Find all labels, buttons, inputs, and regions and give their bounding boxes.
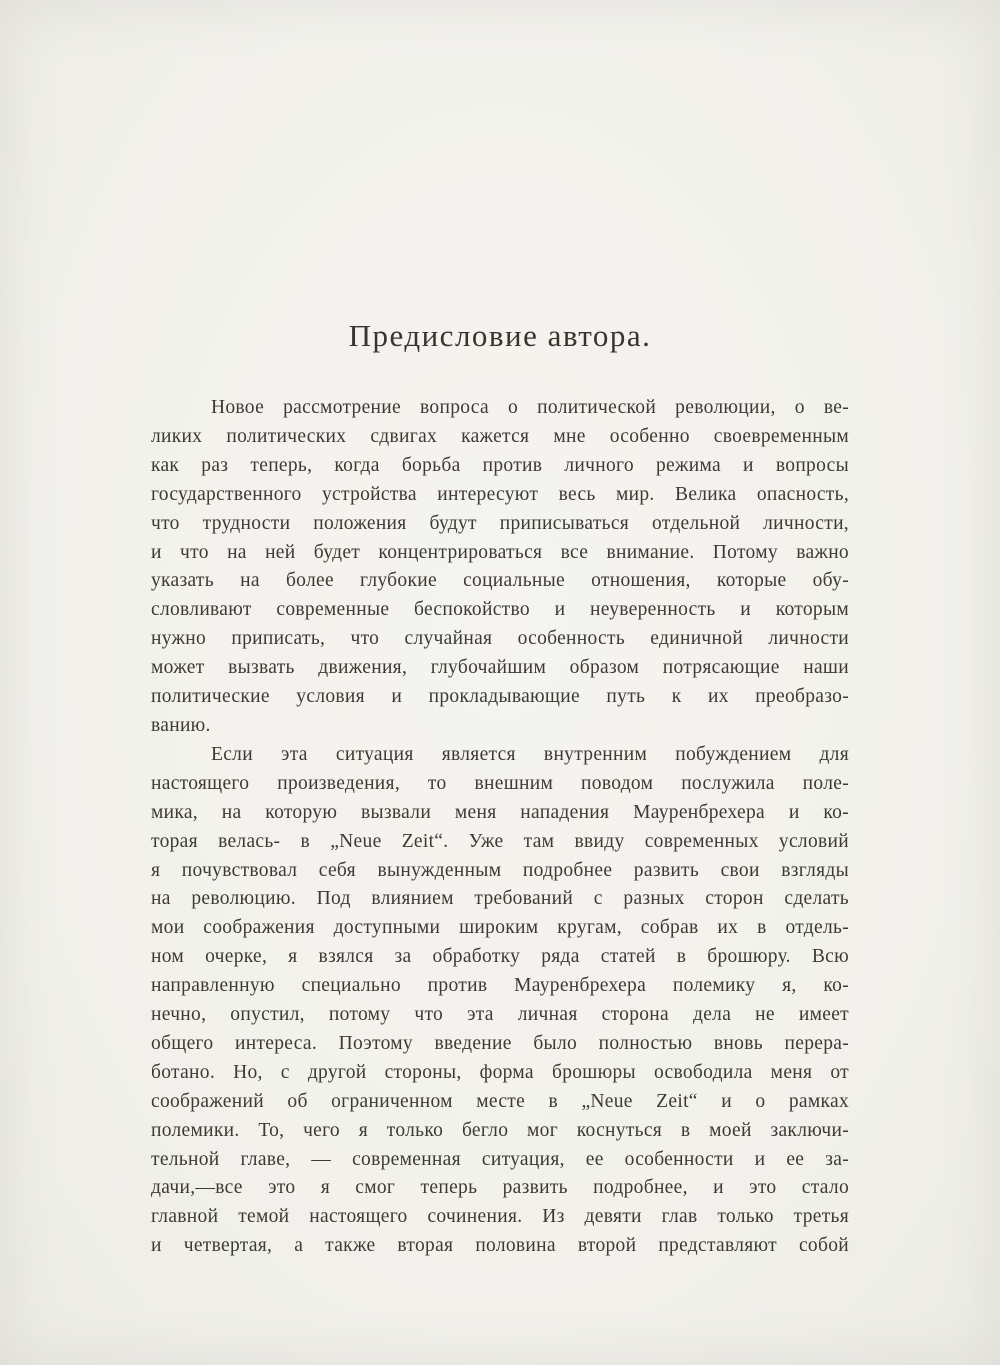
text-line: может вызвать движения, глубочайшим образом потрясающие наши (151, 657, 849, 679)
text-line: настоящего произведения, то внешним поводом послужила поле- (151, 772, 849, 794)
text-line: торая велась- в „Neue Zeit“. Уже там ввиду современных условий (151, 830, 849, 852)
text-line: направленную специально против Мауренбрехера полемику я, ко- (151, 975, 849, 997)
text-line: ликих политических сдвигах кажется мне особенно своевременным (151, 425, 849, 447)
text-line: словливают современные беспокойство и неуверенность и которым (151, 599, 849, 621)
text-line: я почувствовал себя вынужденным подробнее развить свои взгляды (151, 859, 849, 881)
text-line: ботано. Но, с другой стороны, форма брошюры освободила меня от (151, 1061, 849, 1083)
text-line: и четвертая, а также вторая половина второй представляют собой (151, 1235, 849, 1257)
text-line: главной темой настоящего сочинения. Из девяти глав только третья (151, 1206, 849, 1228)
text-line: нужно приписать, что случайная особенность единичной личности (151, 628, 849, 650)
text-line: соображений об ограниченном месте в „Neue Zeit“ и о рамках (151, 1090, 849, 1112)
text-line: общего интереса. Поэтому введение было полностью вновь перера- (151, 1032, 849, 1054)
text-line: как раз теперь, когда борьба против личного режима и вопросы (151, 454, 849, 476)
text-line: ном очерке, я взялся за обработку ряда статей в брошюру. Всю (151, 946, 849, 968)
text-line: мои соображения доступными широким кругам, собрав их в отдель- (151, 917, 849, 939)
text-line: Новое рассмотрение вопроса о политической революции, о ве- (211, 397, 849, 418)
page-title: Предисловие автора. (348, 318, 652, 353)
text-line: и что на ней будет концентрироваться все внимание. Потому важно (151, 541, 849, 563)
text-line: что трудности положения будут приписываться отдельной личности, (151, 512, 849, 534)
text-line: Если эта ситуация является внутренним побуждением для (211, 743, 849, 765)
text-line: дачи,—все это я смог теперь развить подробнее, и это стало (151, 1177, 849, 1199)
text-line: ванию. (151, 714, 211, 736)
text-line: мика, на которую вызвали меня нападения Мауренбрехера и ко- (151, 801, 849, 823)
text-line: на революцию. Под влиянием требований с разных сторон сделать (151, 888, 849, 910)
text-line: полемики. То, чего я только бегло мог коснуться в моей заключи- (151, 1119, 849, 1141)
text-line: государственного устройства интересуют весь мир. Велика опасность, (151, 483, 849, 505)
text-line: нечно, опустил, потому что эта личная сторона дела не имеет (151, 1004, 849, 1026)
text-line: политические условия и прокладывающие путь к их преобразо- (151, 686, 849, 708)
text-line: тельной главе, — современная ситуация, ее особенности и ее за- (151, 1148, 849, 1170)
paragraph-1 (151, 394, 849, 741)
text-block (151, 394, 849, 1261)
paragraph-2 (151, 741, 849, 1261)
text-line: указать на более глубокие социальные отношения, которые обу- (151, 570, 849, 592)
